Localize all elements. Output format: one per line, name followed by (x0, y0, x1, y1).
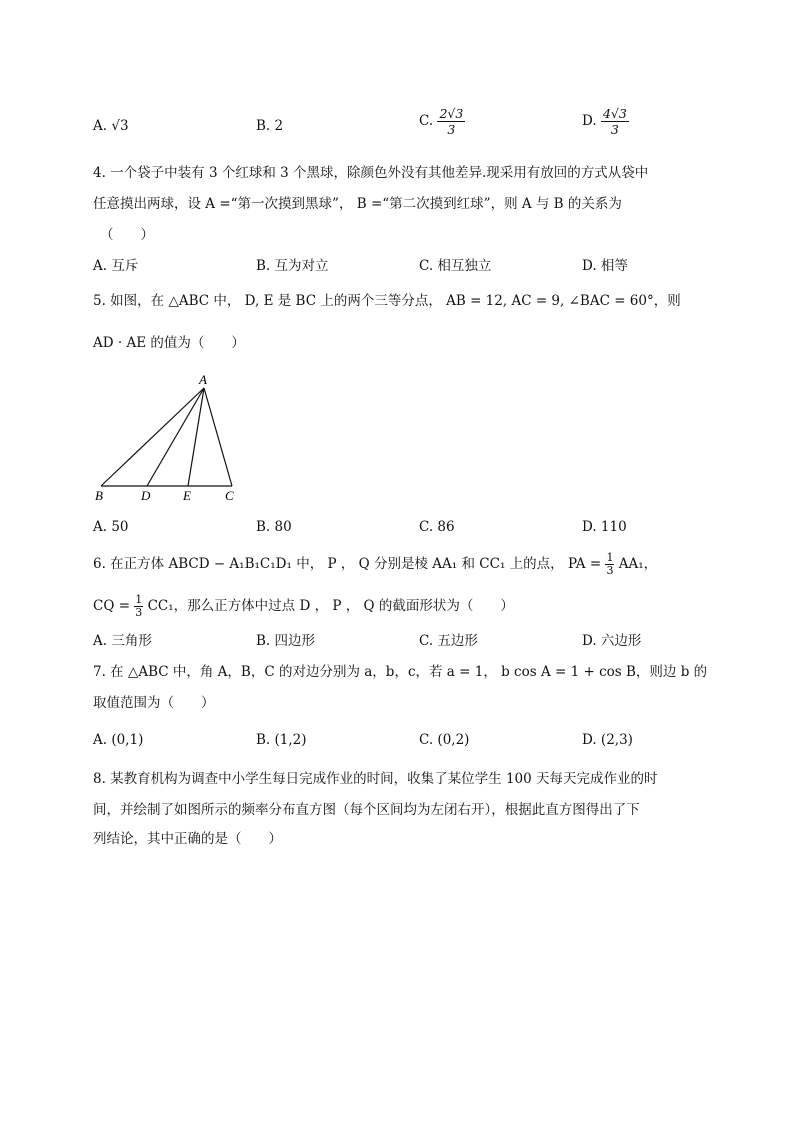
q3-option-d-fraction (601, 106, 629, 137)
q3-option-a (93, 116, 129, 136)
q3-option-d (582, 106, 629, 137)
q7-option-c: C. (0,2) (419, 732, 470, 748)
q4-option-d: D. 相等 (582, 258, 628, 274)
q6-line1-frac-den: 3 (606, 564, 614, 577)
q3-option-c-letter: C. (419, 113, 434, 129)
q3-option-a-value: √3 (111, 118, 129, 134)
triangle-figure (90, 370, 250, 505)
q6-line1-text: 6. 在正方体 ABCD − A₁B₁C₁D₁ 中， P ， Q 分别是棱 AA₁ 和 CC₁ 上的点， PA = (93, 556, 602, 572)
q5-option-a: A. 50 (93, 519, 129, 535)
q4-option-a: A. 互斥 (93, 258, 139, 274)
vertex-label-a: A (199, 372, 207, 387)
q4-option-c: C. 相互独立 (419, 258, 492, 274)
q7-stem-line-1: 7. 在 △ABC 中，角 A，B，C 的对边分别为 a，b，c，若 a = 1， b cos A = 1 + cos B，则边 b 的 (93, 664, 708, 680)
q5-option-d: D. 110 (582, 519, 627, 535)
q6-line1-fraction (605, 552, 614, 577)
q4-stem-line-3: （ ） (100, 227, 154, 243)
vertex-label-d: D (141, 488, 151, 503)
vertex-label-e: E (183, 488, 191, 503)
q3-option-c (419, 106, 465, 137)
q3-option-c-numerator: 2√3 (439, 106, 464, 121)
q6-option-c: C. 五边形 (419, 633, 478, 649)
q5-stem-line-2: AD · AE 的值为（ ） (93, 335, 245, 351)
segment-ab (101, 388, 204, 486)
q3-option-d-numerator: 4√3 (602, 106, 627, 121)
q8-stem-line-1: 8. 某教育机构为调查中小学生每日完成作业的时间，收集了某位学生 100 天每天完成作业的时 (93, 771, 658, 787)
q7-stem-line-2: 取值范围为（ ） (93, 695, 215, 711)
q6-line2-frac-den: 3 (135, 606, 143, 619)
vertex-label-b: B (95, 488, 103, 503)
q6-option-d: D. 六边形 (582, 633, 642, 649)
q5-stem-line-1: 5. 如图，在 △ABC 中， D, E 是 BC 上的两个三等分点， AB = 12, AC = 9, ∠BAC = 60°，则 (93, 293, 681, 309)
q3-option-d-denominator: 3 (610, 122, 619, 137)
q6-line2-text: CQ = (93, 598, 130, 614)
q6-option-b: B. 四边形 (256, 633, 316, 649)
q6-line1-tail: AA₁， (618, 556, 658, 572)
q6-stem-line-2 (93, 594, 734, 619)
q5-option-b: B. 80 (256, 519, 292, 535)
q4-stem-line-2: 任意摸出两球，设 A =“第一次摸到黑球”， B =“第二次摸到红球”，则 A 与 B 的关系为 (93, 196, 622, 212)
q6-line2-fraction (134, 594, 143, 619)
q7-option-a: A. (0,1) (93, 732, 144, 748)
q5-option-c: C. 86 (419, 519, 455, 535)
q6-line2-tail: CC₁，那么正方体中过点 D ， P ， Q 的截面形状为（ ） (147, 598, 514, 614)
q3-option-b: B. 2 (256, 118, 284, 134)
q4-stem-line-1: 4. 一个袋子中装有 3 个红球和 3 个黑球，除颜色外没有其他差异.现采用有放回的方式从袋中 (93, 165, 649, 181)
q6-line1-frac-num: 1 (606, 551, 614, 564)
q4-option-b: B. 互为对立 (256, 258, 329, 274)
q3-option-c-denominator: 3 (447, 122, 456, 137)
q6-option-a: A. 三角形 (93, 633, 152, 649)
vertex-label-c: C (225, 488, 234, 503)
q3-option-d-letter: D. (582, 113, 597, 129)
q7-option-b: B. (1,2) (256, 732, 307, 748)
q3-option-a-letter: A. (93, 118, 108, 134)
q8-stem-line-3: 列结论，其中正确的是（ ） (93, 831, 282, 847)
q8-stem-line-2: 间，并绘制了如图所示的频率分布直方图（每个区间均为左闭右开），根据此直方图得出了下 (93, 802, 640, 818)
q6-line2-frac-num: 1 (135, 593, 143, 606)
q3-option-c-fraction (437, 106, 465, 137)
segment-ac (204, 388, 232, 486)
q7-option-d: D. (2,3) (582, 732, 633, 748)
q6-stem-line-1 (93, 552, 734, 577)
